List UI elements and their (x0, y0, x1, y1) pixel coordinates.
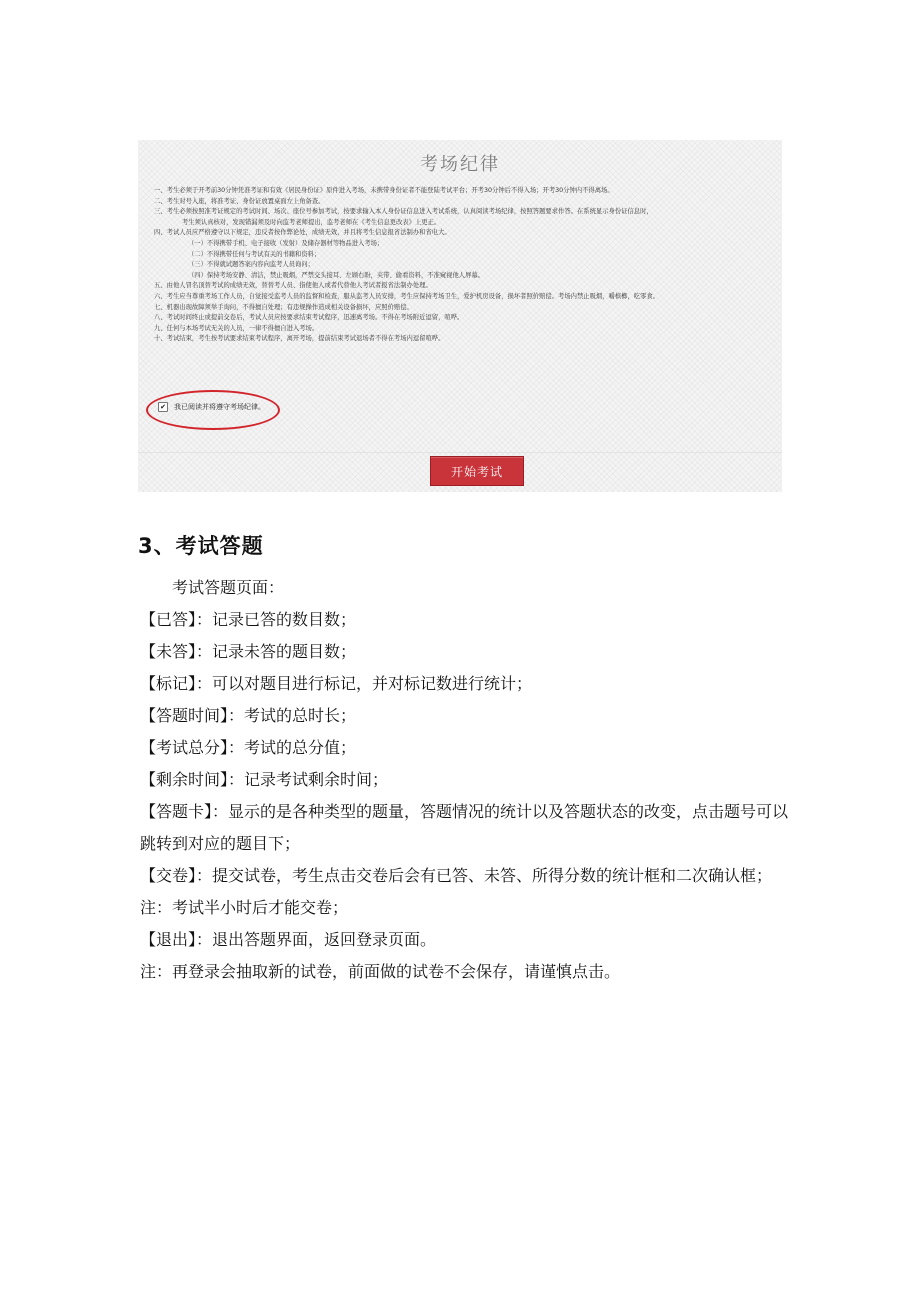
list-item: 【答题卡】：显示的是各种类型的题量，答题情况的统计以及答题状态的改变，点击题号可以跳转到对应的题目下； (140, 802, 789, 853)
rule-item: （四）保持考场安静、清洁，禁止吸烟，严禁交头接耳、左顾右盼，夹带、偷看资料，不准窥视他人屏幕。 (188, 271, 484, 279)
rule-item: 九、任何与本场考试无关的人员，一律不得擅自进入考场。 (154, 324, 319, 332)
section-heading: 3、考试答题 (138, 534, 264, 558)
exam-rules-title: 考场纪律 (420, 154, 500, 175)
rule-item: 考生须认真核对，发现错漏须及时向监考老师提出，监考老师在《考生信息更改表》上更正。 (182, 218, 441, 226)
rule-item: 二、考生对号入座，将准考证、身份证放置桌面左上角备查。 (154, 197, 325, 205)
list-item: 【退出】：退出答题界面，返回登录页面。 (140, 930, 437, 949)
agree-label: 我已阅读并将遵守考场纪律。 (174, 403, 265, 411)
list-item: 注：再登录会抽取新的试卷，前面做的试卷不会保存，请谨慎点击。 (140, 962, 621, 981)
section-body (140, 572, 800, 988)
rule-item: 六、考生应当尊重考场工作人员，自觉接受监考人员的监督和检查，服从监考人员安排，考生应保持考场卫生，爱护机房设备，损坏者照价赔偿。考场内禁止吸烟，嚼槟榔，吃零食。 (154, 292, 660, 300)
section-intro: 考试答题页面： (172, 578, 285, 597)
rules-list (154, 186, 774, 345)
rule-item: （二）不得携带任何与考试有关的书籍和资料； (188, 250, 321, 258)
rule-item: 四、考试人员应严格遵守以下规定，违反者按作弊论处，成绩无效，并且将考生信息报省法制办和省电大。 (154, 229, 451, 237)
highlight-circle (146, 390, 280, 430)
rule-item: （一）不得携带手机、电子接收（发射）及储存器材等物品进入考场； (188, 239, 384, 247)
list-item: 【剩余时间】：记录考试剩余时间； (140, 770, 389, 789)
agree-checkbox[interactable]: ✔ (158, 402, 168, 412)
rule-item: 三、考生必须按照准考证规定的考试时间、场次、座位号参加考试，按要求输入本人身份证信息进入考试系统，认真阅读考场纪律，按照答题要求作答。在系统显示身份证信息时， (154, 208, 653, 216)
rule-item: 一、考生必须于开考前30分钟凭准考证和有效《居民身份证》原件进入考场，未携带身份证者不能登陆考试平台；开考30分钟后不得入场；开考30分钟内不得离场。 (154, 187, 614, 194)
list-item: 【交卷】：提交试卷，考生点击交卷后会有已答、未答、所得分数的统计框和二次确认框； (140, 866, 773, 885)
rule-item: 七、机器出现故障须举手询问，不得擅自处理；有违规操作造成相关设备损坏，应照价赔偿。 (154, 303, 413, 311)
list-item: 注：考试半小时后才能交卷； (140, 898, 349, 917)
list-item: 【已答】：记录已答的数目数； (140, 610, 357, 629)
list-item: 【未答】：记录未答的题目数； (140, 642, 357, 661)
list-item: 【考试总分】：考试的总分值； (140, 738, 357, 757)
list-item: 【标记】：可以对题目进行标记，并对标记数进行统计； (140, 674, 533, 693)
start-exam-button[interactable]: 开始考试 (430, 456, 524, 486)
rule-item: 八、考试时间终止或提前交卷后，考试人员应按要求结束考试程序，迅速离考场。不得在考场附近逗留，喧哗。 (154, 314, 464, 322)
exam-rules-screenshot (138, 140, 782, 492)
rule-item: 十、考试结束，考生按考试要求结束考试程序，离开考场，提前结束考试退场者不得在考场内逗留喧哗。 (154, 335, 445, 343)
rule-item: 五、由他人冒名顶替考试的成绩无效，替替考人员、指使他人或者代替他人考试者报省法制办处理。 (154, 282, 432, 290)
rule-item: （三）不得就试题答案内容向监考人员询问； (188, 261, 314, 269)
list-item: 【答题时间】：考试的总时长； (140, 706, 357, 725)
